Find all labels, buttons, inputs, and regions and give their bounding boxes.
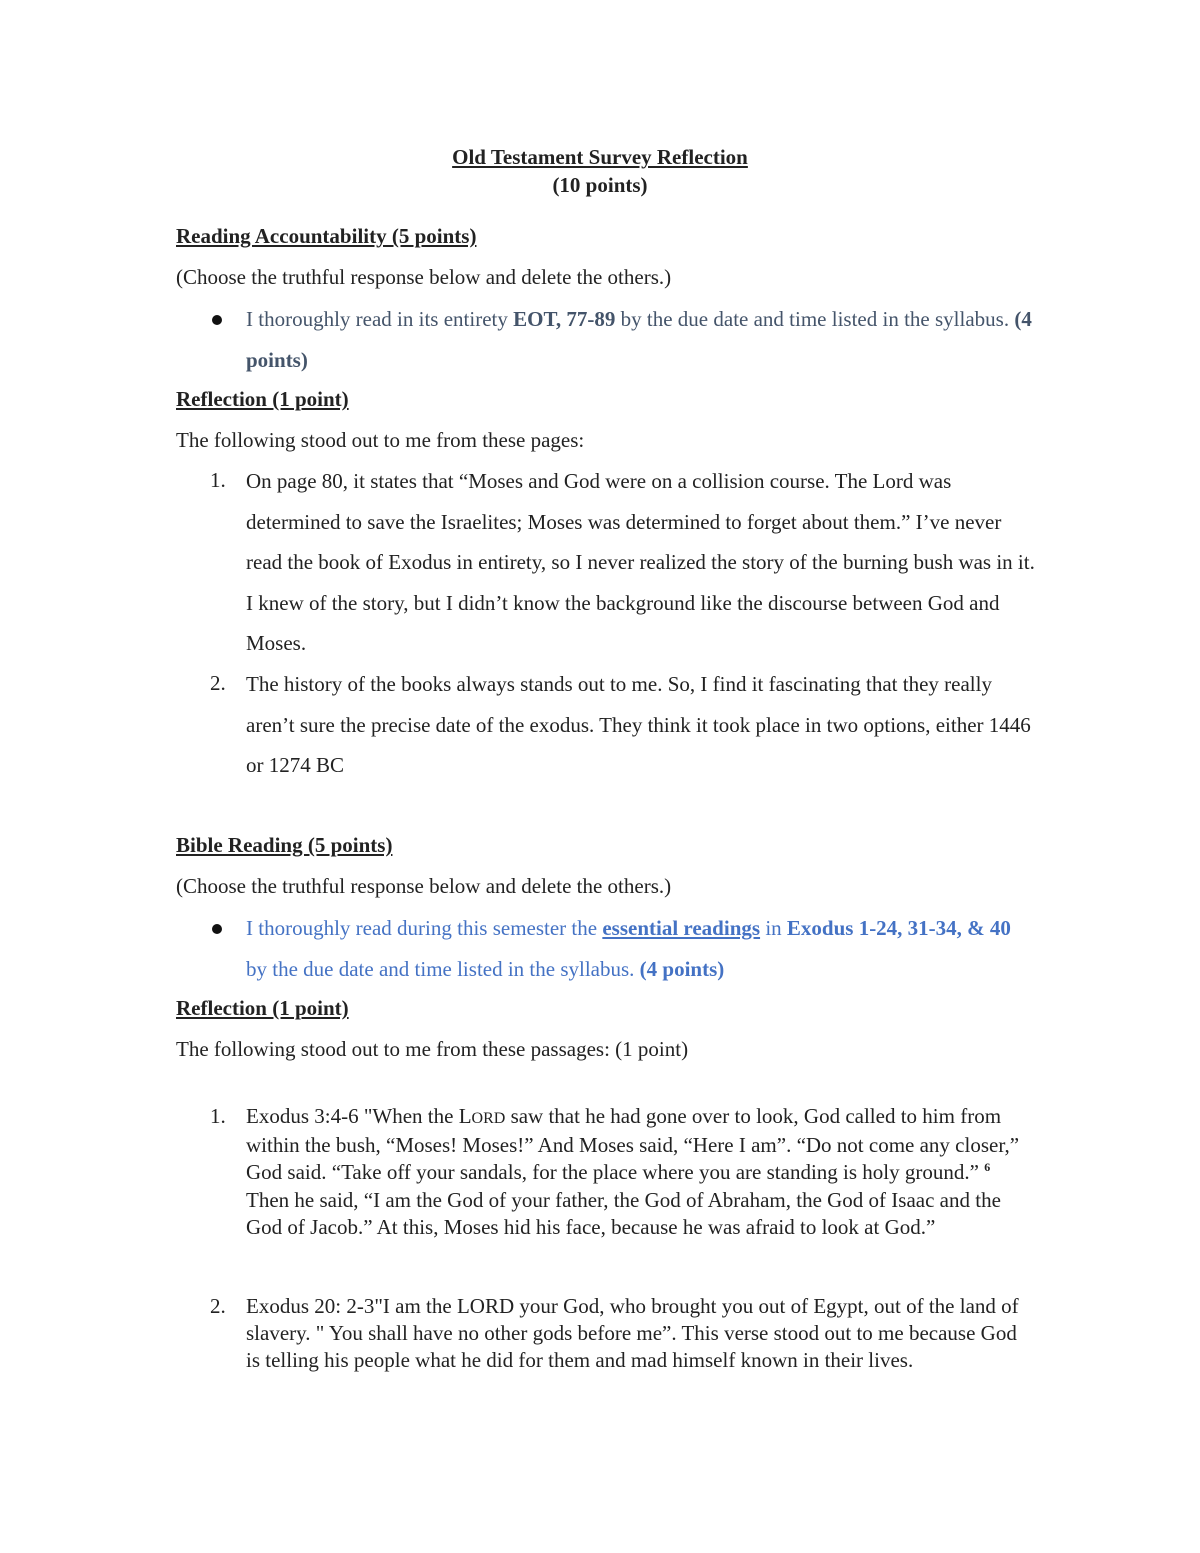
bullet-icon [212,315,222,325]
list-number: 2. [210,1294,226,1318]
passage-text-end: Then he said, “I am the God of your father, the God of Abraham, the God of Isaac and the God of Jacob.” At this, Moses hid his face, because he was afraid to look at God.” [246,1187,1001,1239]
eot-reference: EOT, 77-89 [513,307,616,331]
reflection-item-1: On page 80, it states that “Moses and God were on a collision course. The Lord was determined to save the Israelites; Moses was determined to forget about them.” I’ve never read the book of Exodus in entirety, so I never realized the story of the burning bush was in it. I knew of the story, but I didn’t know the background like the discourse between God and Moses. [246,469,1035,655]
response-text-cont-2: by the due date and time listed in the syllabus. [246,956,640,981]
list-number: 1. [210,468,226,492]
reflection-intro-2: The following stood out to me from these passages: (1 point) [176,1037,689,1061]
reflection-heading-1: Reflection (1 point) [176,387,349,411]
passage-item-1 [246,1103,1036,1241]
lord-small-caps: ORD [471,1110,506,1127]
essential-readings-link[interactable]: essential readings [602,916,761,940]
response-text-cont: by the due date and time listed in the syllabus. [615,307,1015,331]
response-text: I thoroughly read during this semester the [246,916,603,940]
reflection-intro-1: The following stood out to me from these pages: [176,428,585,452]
response-points: (4 points) [639,956,725,981]
reflection-item-2: The history of the books always stands out to me. So, I find it fascinating that they really aren’t sure the precise date of the exodus. They think it took place in two options, either 1446 or 1274 BC [246,672,1031,777]
exodus-reference: Exodus 1-24, 31-34, & 40 [786,916,1011,940]
bible-reading-heading: Bible Reading (5 points) [176,833,393,857]
page-title: Old Testament Survey Reflection [452,145,748,169]
passage-text: Exodus 3:4-6 "When the L [246,1104,472,1128]
reading-accountability-response [246,299,1036,380]
reflection-heading-2: Reflection (1 point) [176,996,349,1020]
verse-number: 6 [984,1160,991,1175]
reading-instruction: (Choose the truthful response below and delete the others.) [176,265,672,289]
passage-text-cont: saw that he had gone over to look, God called to him from within the bush, “Moses! Moses!” And Moses said, “Here I am”. “Do not come any closer,” God said. “Take off your sandals, for the place where you are standing is holy ground.” [246,1104,1020,1185]
bible-instruction: (Choose the truthful response below and delete the others.) [176,874,672,898]
list-number: 2. [210,671,226,695]
response-points: (4 points) [246,307,1032,372]
reading-accountability-heading: Reading Accountability (5 points) [176,224,477,248]
page-subtitle: (10 points) [552,173,648,197]
bullet-icon [212,924,222,934]
passage-item-2: Exodus 20: 2-3"I am the LORD your God, who brought you out of Egypt, out of the land of slavery. " You shall have no other gods before me”. This verse stood out to me because God is telling his people what he did for them and mad himself known in their lives. [246,1294,1019,1373]
list-number: 1. [210,1104,226,1128]
response-text: I thoroughly read in its entirety [246,307,514,331]
response-text-cont: in [760,916,787,940]
bible-reading-response [246,908,1036,989]
